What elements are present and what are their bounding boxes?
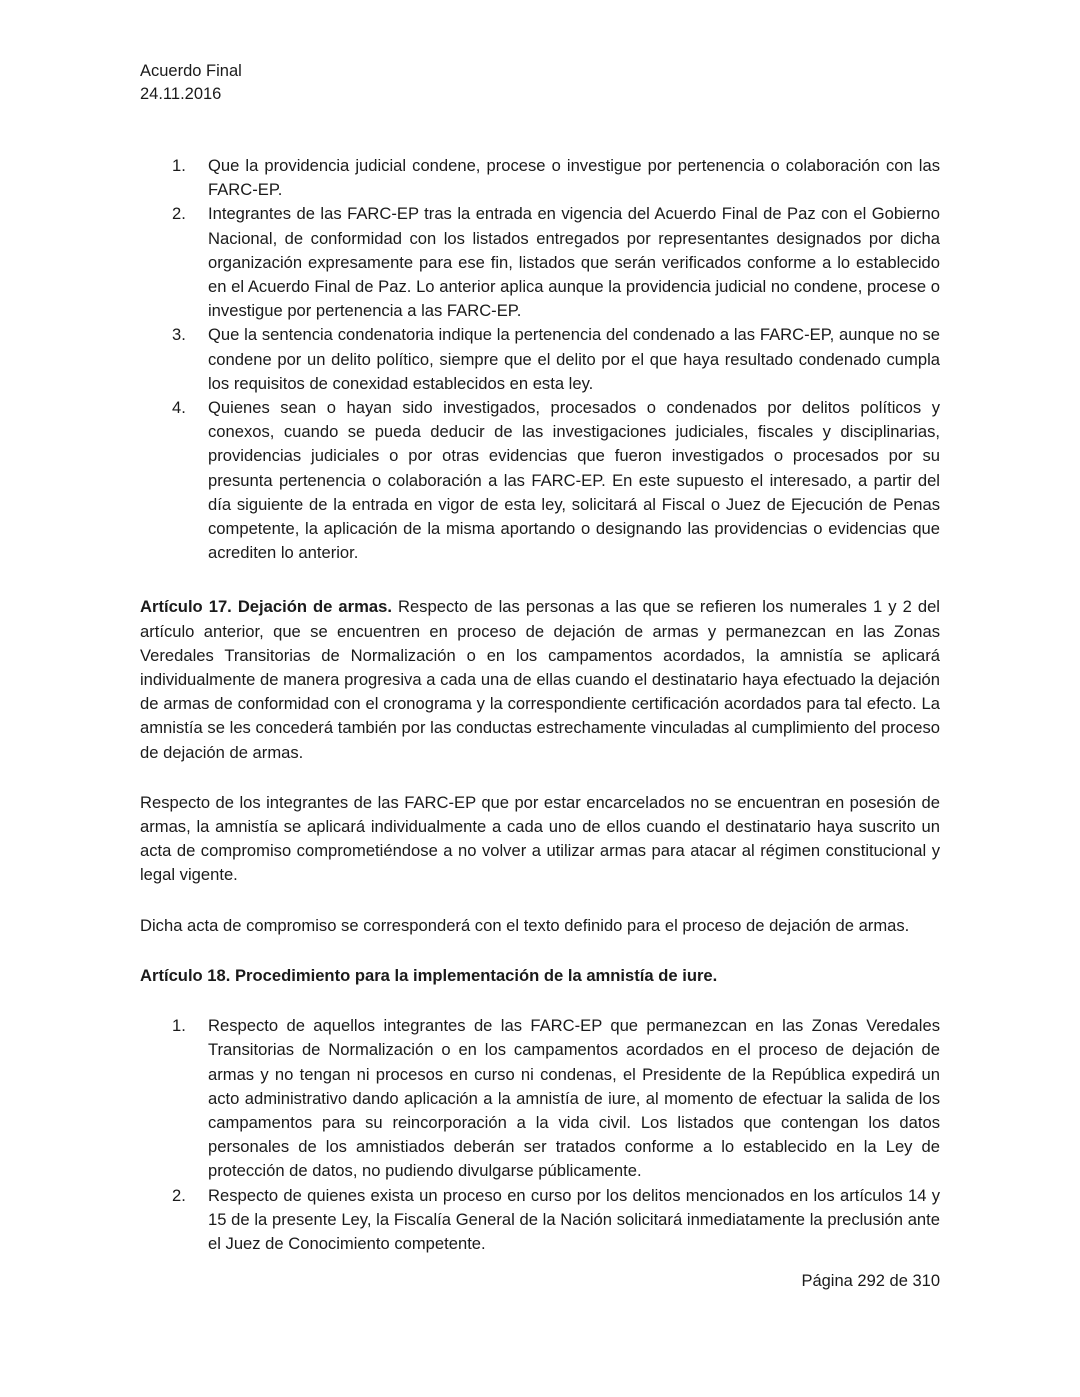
articulo-17-paragraph-3: Dicha acta de compromiso se corresponderá con el texto definido para el proceso de dejación de armas.: [140, 915, 910, 935]
section-spacer: [140, 988, 940, 1014]
list-item-text: Que la providencia judicial condene, procese o investigue por pertenencia o colaboración con las FARC-EP.: [208, 156, 940, 200]
list-item-text: Que la sentencia condenatoria indique la pertenencia del condenado a las FARC-EP, aunque no se condene por un delito político, siempre que el delito por el que haya resultado condenado cumpla los requisitos de conexidad establecidos en esta ley.: [208, 325, 940, 393]
list-item: [140, 154, 940, 202]
list-item: [140, 396, 940, 565]
paragraph-spacer: [140, 938, 940, 964]
section-spacer: [140, 565, 940, 595]
list-item-marker: 1.: [172, 1016, 186, 1036]
numbered-list-articulo-18: [140, 1014, 940, 1256]
articulo-17-heading: Artículo 17. Dejación de armas.: [140, 597, 392, 617]
articulo-17-paragraph-1: [140, 595, 940, 764]
document-body: [140, 154, 940, 1256]
list-item-marker: 2.: [172, 204, 186, 224]
list-item-marker: 1.: [172, 156, 186, 175]
list-item: [140, 323, 940, 396]
list-item-text: Respecto de quienes exista un proceso en curso por los delitos mencionados en los artículos 14 y 15 de la presente Ley, la Fiscalía General de la Nación solicitará inmediatamente la preclusión ante el Juez de Conocimiento competente.: [208, 1185, 940, 1253]
numbered-list-articulo-16: [140, 154, 940, 565]
articulo-18-heading: Artículo 18. Procedimiento para la implementación de la amnistía de iure.: [140, 965, 718, 985]
list-item-marker: 2.: [172, 1185, 186, 1205]
document-title: Acuerdo Final: [140, 62, 242, 80]
articulo-17-paragraph-1-text: Respecto de las personas a las que se refieren los numerales 1 y 2 del artículo anterior, que se encuentren en proceso de dejación de armas y permanezcan en las Zonas Veredales Transitorias de Normalización o en los campamentos acordados, la amnistía se aplicará individualmente de manera progresiva a cada una de ellas cuando el destinatario haya efectuado la dejación de armas de conformidad con el cronograma y la correspondiente certificación acordados para tal efecto. La amnistía se les concederá también por las conductas estrechamente vinculadas al cumplimiento del proceso de dejación de armas.: [140, 597, 940, 762]
paragraph-spacer: [140, 888, 940, 914]
paragraph-spacer: [140, 765, 940, 791]
list-item: [140, 1014, 940, 1183]
list-item: [140, 202, 940, 323]
page-footer: [140, 1270, 940, 1293]
list-item-text: Integrantes de las FARC-EP tras la entrada en vigencia del Acuerdo Final de Paz con el Gobierno Nacional, de conformidad con los listados entregados por representantes designados por dicha organización expresamente para ese fin, listados que serán verificados conforme a lo establecido en el Acuerdo Final de Paz. Lo anterior aplica aunque la providencia judicial no condene, procese o investigue por pertenencia a las FARC-EP.: [208, 204, 940, 321]
document-header: [140, 60, 940, 106]
list-item-text: Quienes sean o hayan sido investigados, procesados o condenados por delitos políticos y conexos, cuando se pueda deducir de las investigaciones judiciales, fiscales y disciplinarias, providencias judiciales o por otras evidencias que fueron investigados o procesados por su presunta pertenencia o colaboración a las FARC-EP. En este supuesto el interesado, a partir del día siguiente de la entrada en vigor de esta ley, solicitará al Fiscal o Juez de Ejecución de Penas competente, la aplicación de la misma aportando o designando las providencias o evidencias que acrediten lo anterior.: [208, 398, 940, 563]
articulo-17-paragraph-2: Respecto de los integrantes de las FARC-EP que por estar encarcelados no se encuentran en posesión de armas, la amnistía se aplicará individualmente a cada uno de ellos cuando el destinatario haya suscrito un acta de compromiso comprometiéndose a no volver a utilizar armas para atacar al régimen constitucional y legal vigente.: [140, 792, 940, 885]
list-item: [140, 1184, 940, 1257]
list-item-marker: 3.: [172, 325, 186, 345]
page-number-label: Página 292 de 310: [801, 1272, 940, 1290]
list-item-text: Respecto de aquellos integrantes de las FARC-EP que permanezcan en las Zonas Veredales Transitorias de Normalización o en los campamentos acordados en el proceso de dejación de armas y no tengan ni procesos en curso ni condenas, el Presidente de la República expedirá un acto administrativo dando aplicación a la amnistía de iure, al momento de efectuar la salida de los campamentos para su reincorporación a la vida civil. Los listados que contengan los datos personales de los amnistiados deberán ser tratados conforme a lo establecido en la Ley de protección de datos, no pudiendo divulgarse públicamente.: [208, 1016, 940, 1181]
document-date: 24.11.2016: [140, 85, 222, 103]
list-item-marker: 4.: [172, 398, 186, 418]
